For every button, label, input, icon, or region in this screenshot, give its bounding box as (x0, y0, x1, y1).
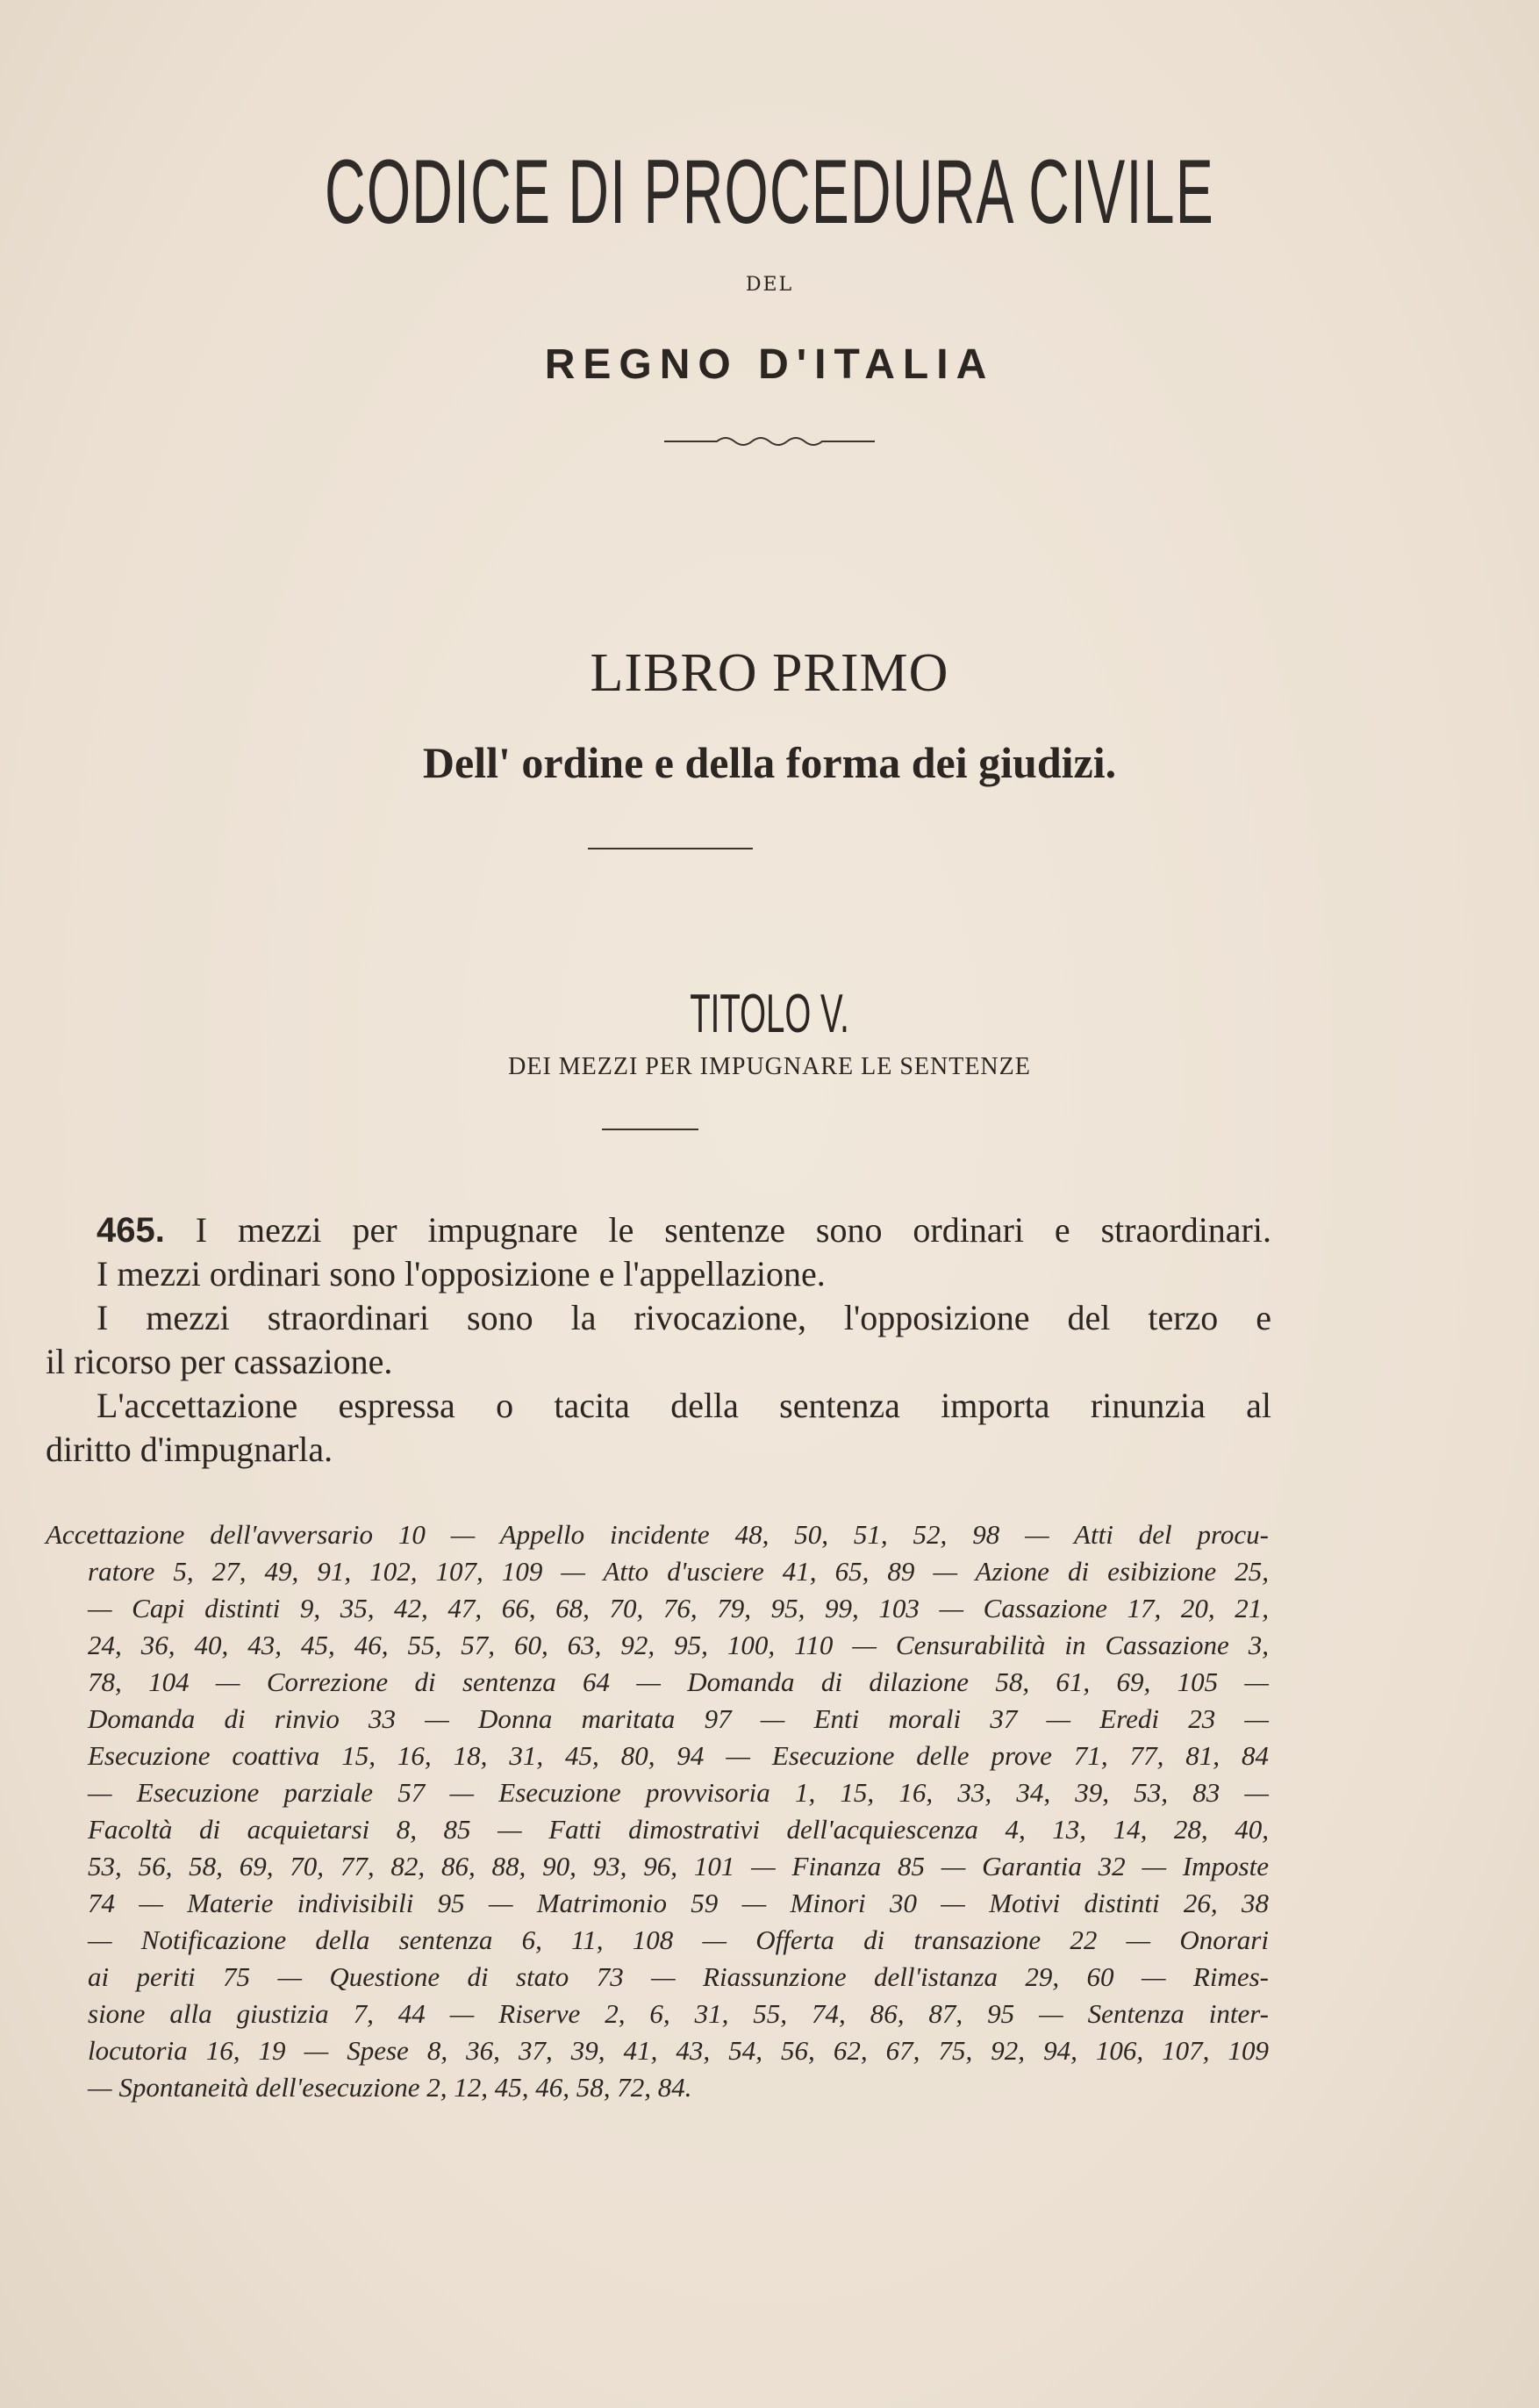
book-title: LIBRO PRIMO (590, 643, 949, 703)
index-line: — Esecuzione parziale 57 — Esecuzione provvisoria 1, 15, 16, 33, 34, 39, 53, 83 — (88, 1777, 1269, 1808)
index-line: — Spontaneità dell'esecuzione 2, 12, 45, 46, 58, 72, 84. (88, 2072, 692, 2103)
index-line: Facoltà di acquietarsi 8, 85 — Fatti dimostrativi dell'acquiescenza 4, 13, 14, 28, 40, (88, 1814, 1269, 1845)
index-line: 74 — Materie indivisibili 95 — Matrimonio 59 — Minori 30 — Motivi distinti 26, 38 (88, 1888, 1269, 1918)
section-subtitle: DEI MEZZI PER IMPUGNARE LE SENTENZE (508, 1053, 1031, 1080)
article-line: L'accettazione espressa o tacita della sentenza importa rinunzia al (97, 1386, 1271, 1425)
index-line: — Notificazione della sentenza 6, 11, 108 — Offerta di transazione 22 — Onorari (88, 1924, 1269, 1955)
article-line: il ricorso per cassazione. (46, 1342, 393, 1381)
code-title: CODICE DI PROCEDURA CIVILE (325, 141, 1214, 243)
divider-rule (588, 848, 753, 849)
index-line: — Capi distinti 9, 35, 42, 47, 66, 68, 70, 76, 79, 95, 99, 103 — Cassazione 17, 20, 21, (88, 1593, 1269, 1623)
article-line: diritto d'impugnarla. (46, 1430, 333, 1469)
subject-index (46, 1516, 1269, 2106)
kingdom-title: REGNO D'ITALIA (544, 341, 995, 388)
index-line: locutoria 16, 19 — Spese 8, 36, 37, 39, 41, 43, 54, 56, 62, 67, 75, 92, 94, 106, 107, 109 (88, 2035, 1269, 2066)
article-line: I mezzi straordinari sono la rivocazione, l'opposizione del terzo e (97, 1298, 1271, 1337)
divider-rule (602, 1129, 698, 1130)
index-line: Esecuzione coattiva 15, 16, 18, 31, 45, 80, 94 — Esecuzione delle prove 71, 77, 81, 84 (88, 1740, 1269, 1771)
article-line: I mezzi ordinari sono l'opposizione e l'appellazione. (97, 1254, 826, 1294)
index-line: ai periti 75 — Questione di stato 73 — Riassunzione dell'istanza 29, 60 — Rimes- (88, 1961, 1269, 1992)
index-line: sione alla giustizia 7, 44 — Riserve 2, 6, 31, 55, 74, 86, 87, 95 — Sentenza inter- (88, 1998, 1269, 2029)
section-title: TITOLO V. (690, 984, 849, 1044)
del-label: DEL (745, 274, 794, 296)
ornament-divider (0, 432, 1539, 454)
index-line: ratore 5, 27, 49, 91, 102, 107, 109 — Atto d'usciere 41, 65, 89 — Azione di esibizione 25, (88, 1556, 1269, 1587)
index-line: Domanda di rinvio 33 — Donna maritata 97 — Enti morali 37 — Eredi 23 — (88, 1703, 1269, 1734)
book-subtitle: Dell' ordine e della forma dei giudizi. (422, 738, 1117, 787)
index-line: Accettazione dell'avversario 10 — Appello incidente 48, 50, 51, 52, 98 — Atti del procu- (46, 1519, 1269, 1550)
index-line: 24, 36, 40, 43, 45, 46, 55, 57, 60, 63, 92, 95, 100, 110 — Censurabilità in Cassazione 3, (88, 1630, 1269, 1660)
index-line: 78, 104 — Correzione di sentenza 64 — Domanda di dilazione 58, 61, 69, 105 — (88, 1666, 1269, 1697)
article-number: 465. (97, 1211, 165, 1250)
index-line: 53, 56, 58, 69, 70, 77, 82, 86, 88, 90, 93, 96, 101 — Finanza 85 — Garantia 32 — Imposte (88, 1851, 1269, 1881)
article-line: 465. I mezzi per impugnare le sentenze sono ordinari e straordinari. (97, 1210, 1271, 1250)
